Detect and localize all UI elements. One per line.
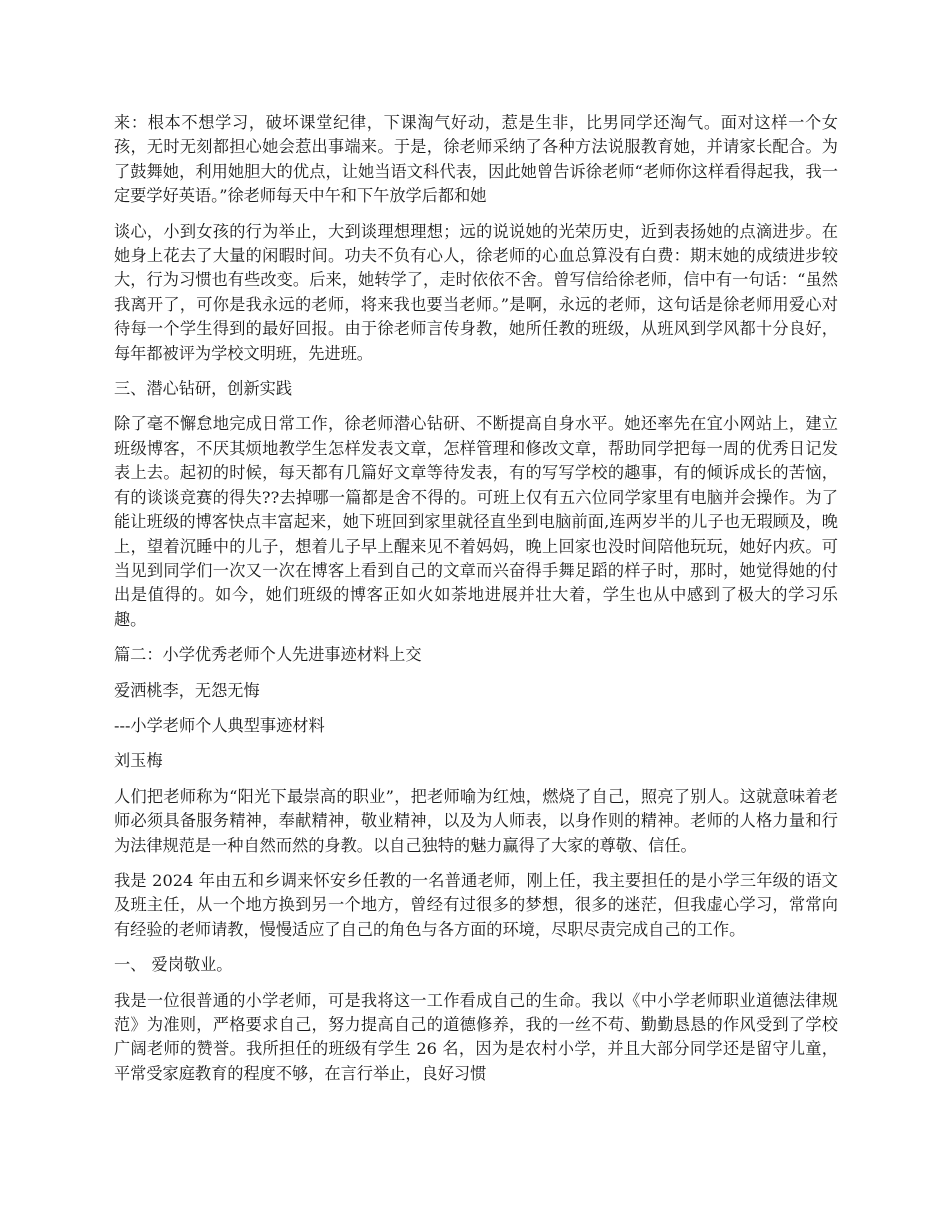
- section-heading-1: 一、 爱岗敬业。: [114, 955, 233, 975]
- author-name: 刘玉梅: [114, 751, 163, 771]
- paragraph-2: 谈心，小到女孩的行为举止，大到谈理想理想；远的说说她的光荣历史，近到表扬她的点滴进步。在她身上花去了大量的闲暇时间。功夫不负有心人，徐老师的心血总算没有白费：期末她的成绩进步较大，行为习惯也有些改变。后来，她转学了，走时依依不舍。曾写信给徐老师，信中有一句话：“虽然我离开了，可你是我永远的老师，将来我也要当老师。”是啊，永远的老师，这句话是徐老师用爱心对待每一个学生得到的最好回报。由于徐老师言传身教，她所任教的班级，从班风到学风都十分良好，每年都被评为学校文明班，先进班。: [114, 221, 838, 363]
- paragraph-6: 我是一位很普通的小学老师，可是我将这一工作看成自己的生命。我以《中小学老师职业道德法律规范》为准则，严格要求自己，努力提高自己的道德修养，我的一丝不苟、勤勤恳恳的作风受到了学校广阔老师的赞誉。我所担任的班级有学生 26 名，因为是农村小学，并且大部分同学还是留守儿童，平常受家庭教育的程度不够，在言行举止，良好习惯: [114, 990, 838, 1083]
- chapter-title: 篇二：小学优秀老师个人先进事迹材料上交: [114, 645, 422, 665]
- document-page: [114, 111, 838, 1086]
- paragraph-3: 除了毫不懈怠地完成日常工作，徐老师潜心钻研、不断提高自身水平。她还率先在宜小网站上，建立班级博客，不厌其烦地教学生怎样发表文章，怎样管理和修改文章，帮助同学把每一周的优秀日记发表上去。起初的时候，每天都有几篇好文章等待发表，有的写写学校的趣事，有的倾诉成长的苦恼，有的谈谈竞赛的得失??去掉哪一篇都是舍不得的。可班上仅有五六位同学家里有电脑并会操作。为了能让班级的博客快点丰富起来，她下班回到家里就径直坐到电脑前面,连两岁半的儿子也无瑕顾及，晚上，望着沉睡中的儿子，想着儿子早上醒来见不着妈妈，晚上回家也没时间陪他玩玩，她好内疚。可当见到同学们一次又一次在博客上看到自己的文章而兴奋得手舞足蹈的样子时，那时，她觉得她的付出是值得的。如今，她们班级的博客正如火如荼地进展并壮大着，学生也从中感到了极大的学习乐趣。: [114, 414, 838, 629]
- paragraph-4: 人们把老师称为“阳光下最崇高的职业”，把老师喻为红烛，燃烧了自己，照亮了别人。这就意味着老师必须具备服务精神，奉献精神，敬业精神，以及为人师表，以身作则的精神。老师的人格力量和行为法律规范是一种自然而然的身教。以自己独特的魅力赢得了大家的尊敬、信任。: [114, 786, 838, 855]
- article-subtitle: ---小学老师个人典型事迹材料: [114, 715, 325, 735]
- article-title: 爱洒桃李，无怨无悔: [114, 680, 260, 700]
- section-heading-3: 三、潜心钻研，创新实践: [114, 379, 293, 399]
- paragraph-5: 我是 2024 年由五和乡调来怀安乡任教的一名普通老师，刚上任，我主要担任的是小学三年级的语文及班主任，从一个地方换到另一个地方，曾经有过很多的梦想，很多的迷茫，但我虚心学习，常常向有经验的老师请教，慢慢适应了自己的角色与各方面的环境，尽职尽责完成自己的工作。: [114, 870, 838, 939]
- paragraph-1: 来：根本不想学习，破坏课堂纪律，下课淘气好动，惹是生非，比男同学还淘气。面对这样一个女孩，无时无刻都担心她会惹出事端来。于是，徐老师采纳了各种方法说服教育她，并请家长配合。为了鼓舞她，利用她胆大的优点，让她当语文科代表，因此她曾告诉徐老师“老师你这样看得起我，我一定要学好英语。”徐老师每天中午和下午放学后都和她: [114, 113, 838, 206]
